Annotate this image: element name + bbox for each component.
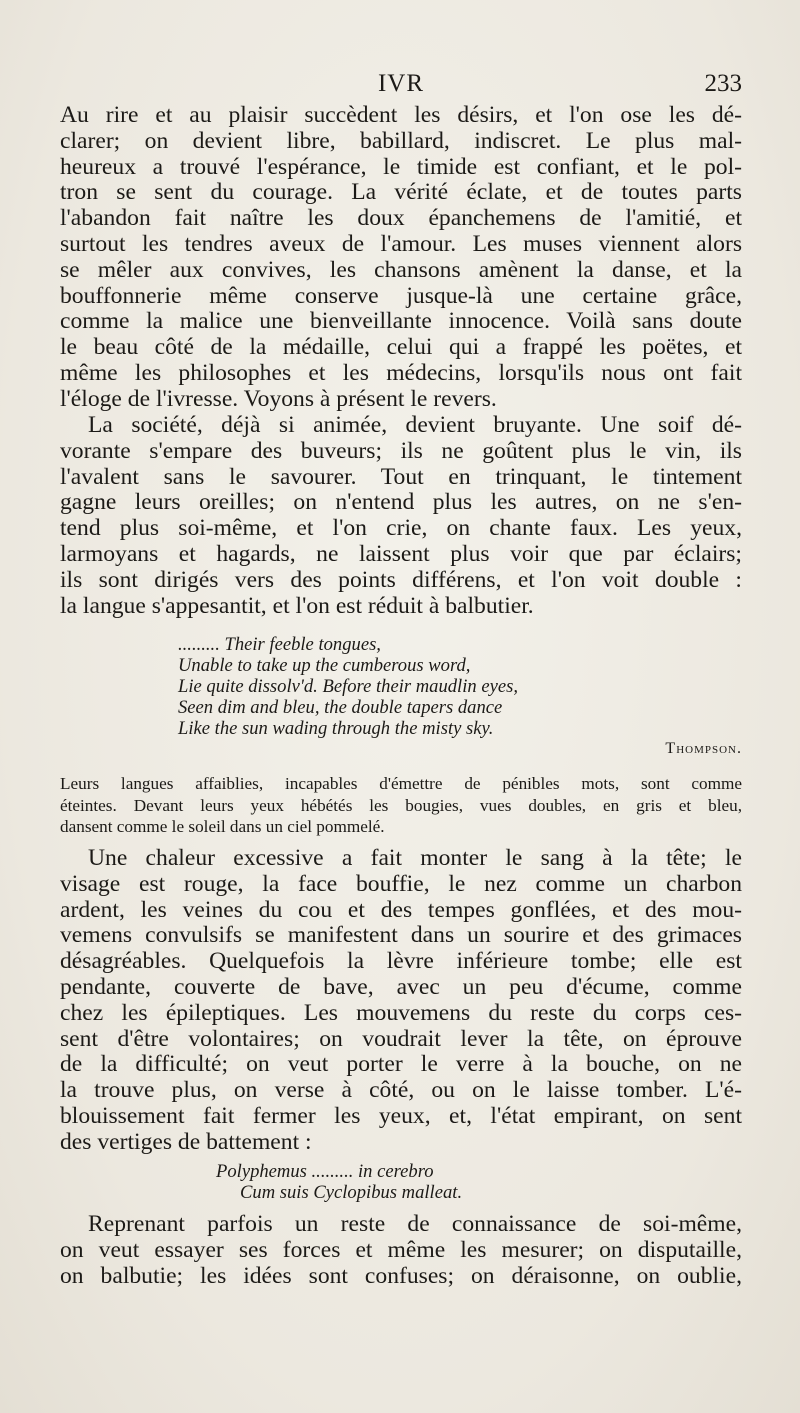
text-line: pendante, couverte de bave, avec un peu d'écume, comme <box>60 973 742 1000</box>
verse-translation <box>60 773 742 838</box>
verse-line: Cum suis Cyclopibus malleat. <box>240 1182 463 1203</box>
verse-line: Lie quite dissolv'd. Before their maudlin eyes, <box>178 676 518 697</box>
page-number: 233 <box>704 70 742 97</box>
verse-line: Like the sun wading through the misty sky. <box>178 718 494 739</box>
running-head: IVR <box>377 70 425 97</box>
text-line: bouffonnerie même conserve jusque-là une certaine grâce, <box>60 282 742 309</box>
verse-line: Unable to take up the cumberous word, <box>178 655 471 676</box>
text-line: l'éloge de l'ivresse. Voyons à présent le revers. <box>60 385 497 412</box>
text-line: Au rire et au plaisir succèdent les désirs, et l'on ose les dé- <box>60 102 742 128</box>
paragraph-1 <box>60 103 742 413</box>
text-line: vorante s'empare des buveurs; ils ne goûtent plus le vin, ils <box>60 437 742 464</box>
text-line: l'abandon fait naître les doux épanchemens de l'amitié, et <box>60 205 742 232</box>
text-line: l'avalent sans le savourer. Tout en trinquant, le tintement <box>60 463 742 490</box>
verse-quotation-latin <box>216 1161 742 1203</box>
paragraph-4 <box>60 1212 742 1289</box>
paragraph-2 <box>60 413 742 619</box>
text-line: gagne leurs oreilles; on n'entend plus les autres, on ne s'en- <box>60 489 742 516</box>
translation-line: Leurs langues affaiblies, incapables d'émettre de pénibles mots, sont comme <box>60 774 742 793</box>
text-line: sent d'être volontaires; on voudrait lever la tête, on éprouve <box>60 1025 742 1052</box>
text-line: surtout les tendres aveux de l'amour. Les muses viennent alors <box>60 230 742 257</box>
page-header <box>60 70 742 102</box>
text-line: heureux a trouvé l'espérance, le timide est confiant, et le pol- <box>60 153 742 180</box>
verse-line: Seen dim and bleu, the double tapers dance <box>178 697 503 718</box>
verse-line: Polyphemus ......... in cerebro <box>216 1161 434 1182</box>
paragraph-3 <box>60 846 742 1156</box>
text-line: larmoyans et hagards, ne laissent plus voir que par éclairs; <box>60 540 742 567</box>
text-line: ardent, les veines du cou et des tempes gonflées, et des mou- <box>60 896 742 923</box>
verse-attribution: Thompson. <box>665 740 742 757</box>
translation-line: éteintes. Devant leurs yeux hébétés les bougies, vues doubles, en gris et bleu, <box>60 795 742 815</box>
text-line: clarer; on devient libre, babillard, indiscret. Le plus mal- <box>60 127 742 154</box>
text-line: comme la malice une bienveillante innocence. Voilà sans doute <box>60 308 742 335</box>
text-line: La société, déjà si animée, devient bruyante. Une soif dé- <box>88 412 742 438</box>
text-line: chez les épileptiques. Les mouvemens du reste du corps ces- <box>60 999 742 1026</box>
text-line: on veut essayer ses forces et même les mesurer; on disputaille, <box>60 1236 742 1263</box>
text-line: le beau côté de la médaille, celui qui a frappé les poëtes, et <box>60 334 742 361</box>
verse-quotation-english <box>178 634 742 739</box>
text-line: Reprenant parfois un reste de connaissance de soi-même, <box>88 1211 742 1237</box>
text-line: la trouve plus, on verse à côté, ou on le laisse tomber. L'é- <box>60 1077 742 1104</box>
text-line: ils sont dirigés vers des points différens, et l'on voit double : <box>60 566 742 593</box>
text-line: visage est rouge, la face bouffie, le nez comme un charbon <box>60 870 742 897</box>
text-line: la langue s'appesantit, et l'on est réduit à balbutier. <box>60 592 534 619</box>
text-line: de la difficulté; on veut porter le verre à la bouche, on ne <box>60 1051 742 1078</box>
text-line: se mêler aux convives, les chansons amènent la danse, et la <box>60 256 742 283</box>
verse-line: ......... Their feeble tongues, <box>178 634 381 655</box>
text-line: vemens convulsifs se manifestent dans un sourire et des grimaces <box>60 922 742 949</box>
translation-line: dansent comme le soleil dans un ciel pommelé. <box>60 817 385 836</box>
text-line: tron se sent du courage. La vérité éclate, et de toutes parts <box>60 179 742 206</box>
text-line: désagréables. Quelquefois la lèvre inférieure tombe; elle est <box>60 948 742 975</box>
text-line: Une chaleur excessive a fait monter le sang à la tête; le <box>88 845 742 871</box>
text-line: blouissement fait fermer les yeux, et, l'état empirant, on sent <box>60 1102 742 1129</box>
text-line: on balbutie; les idées sont confuses; on déraisonne, on oublie, <box>60 1262 742 1289</box>
text-line: des vertiges de battement : <box>60 1128 312 1155</box>
text-line: même les philosophes et les médecins, lorsqu'ils nous ont fait <box>60 359 742 386</box>
text-line: tend plus soi-même, et l'on crie, on chante faux. Les yeux, <box>60 515 742 542</box>
